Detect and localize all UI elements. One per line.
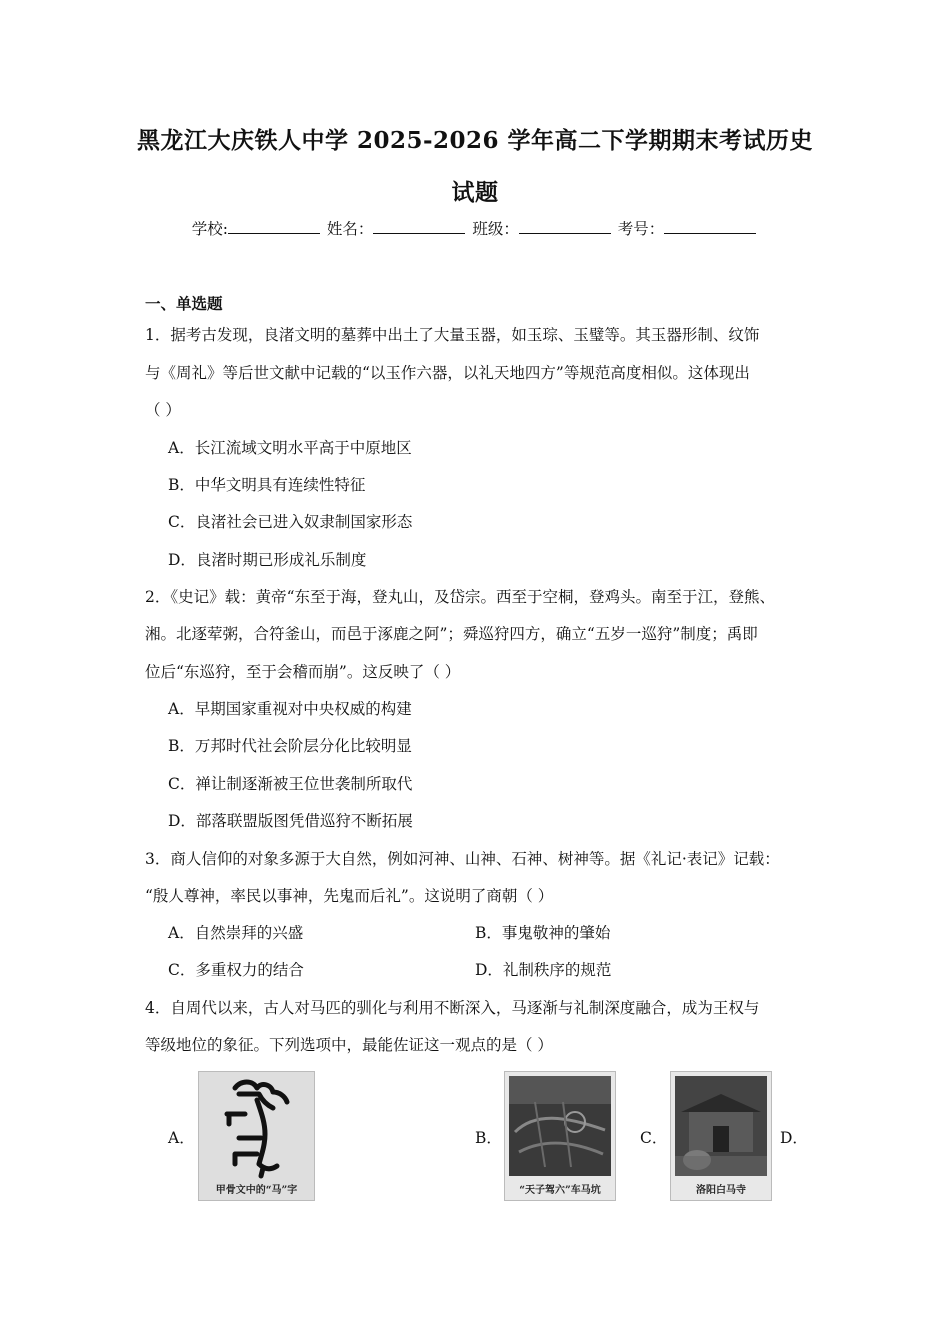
section-heading: 一、单选题 [145, 294, 223, 313]
q3-stem-line1: 3．商人信仰的对象多源于大自然，例如河神、山神、石神、树神等。据《礼记·表记》记载： [145, 850, 780, 868]
q2-stem-line3: 位后“东巡狩，至于会稽而崩”。这反映了（ ） [145, 663, 461, 681]
temple-photo-icon [671, 1072, 771, 1180]
caption-a: 甲骨文中的“马”字 [215, 1185, 298, 1196]
student-info-row [0, 217, 950, 239]
q3-stem-line2: “殷人尊神，率民以事神，先鬼而后礼”。这说明了商朝（ ） [145, 887, 554, 905]
oracle-bone-horse-image [198, 1071, 315, 1201]
school-blank[interactable] [228, 219, 320, 234]
school-label: 学校: [191, 220, 228, 238]
q4-option-c-label: C． [640, 1129, 668, 1147]
q1-stem-line1: 1．据考古发现，良渚文明的墓葬中出土了大量玉器，如玉琮、玉璧等。其玉器形制、纹饰 [145, 326, 760, 344]
name-blank[interactable] [373, 219, 465, 234]
q1-stem-line3: （ ） [145, 401, 181, 419]
q3-option-d: D．礼制秩序的规范 [475, 961, 612, 979]
class-blank[interactable] [519, 219, 611, 234]
q1-option-a: A．长江流域文明水平高于中原地区 [168, 439, 412, 457]
chariot-pit-image [504, 1071, 616, 1201]
q4-option-d-label: D． [780, 1129, 808, 1147]
number-blank[interactable] [664, 219, 756, 234]
q4-stem-line1: 4．自周代以来，古人对马匹的驯化与利用不断深入，马逐渐与礼制深度融合，成为王权与 [145, 999, 760, 1017]
q2-option-d: D．部落联盟版图凭借巡狩不断拓展 [168, 812, 413, 830]
q1-option-d: D．良渚时期已形成礼乐制度 [168, 551, 367, 569]
caption-b: “天子驾六”车马坑 [519, 1185, 601, 1196]
q1-option-c: C．良渚社会已进入奴隶制国家形态 [168, 513, 413, 531]
q2-stem-line1: 2．《史记》载：黄帝“东至于海，登丸山，及岱宗。西至于空桐，登鸡头。南至于江，登熊、 [145, 588, 776, 606]
exam-title-line2: 试题 [451, 179, 499, 206]
q4-option-b-label: B． [475, 1129, 502, 1147]
q2-option-a: A．早期国家重视对中央权威的构建 [168, 700, 412, 718]
number-label: 考号： [617, 220, 665, 238]
q2-stem-line2: 湘。北逐荤粥，合符釜山，而邑于涿鹿之阿”；舜巡狩四方，确立“五岁一巡狩”制度；禹即 [145, 625, 758, 643]
q2-option-b: B．万邦时代社会阶层分化比较明显 [168, 737, 412, 755]
white-horse-temple-image [670, 1071, 772, 1201]
q3-option-c: C．多重权力的结合 [168, 961, 304, 979]
q1-stem-line2: 与《周礼》等后世文献中记载的“以玉作六器，以礼天地四方”等规范高度相似。这体现出 [145, 364, 750, 382]
q4-stem-line2: 等级地位的象征。下列选项中，最能佐证这一观点的是（ ） [145, 1036, 553, 1054]
q3-option-a: A．自然崇拜的兴盛 [168, 924, 304, 942]
q2-option-c: C．禅让制逐渐被王位世袭制所取代 [168, 775, 413, 793]
caption-c: 洛阳白马寺 [696, 1185, 746, 1196]
q3-option-b: B．事鬼敬神的肇始 [475, 924, 611, 942]
class-label: 班级： [472, 220, 519, 238]
q4-option-a-label: A． [168, 1129, 195, 1147]
exam-title-line1: 黑龙江大庆铁人中学 2025-2026 学年高二下学期期末考试历史 [136, 127, 814, 154]
q1-option-b: B．中华文明具有连续性特征 [168, 476, 366, 494]
name-label: 姓名： [326, 220, 374, 238]
chariot-pit-photo-icon [505, 1072, 615, 1180]
